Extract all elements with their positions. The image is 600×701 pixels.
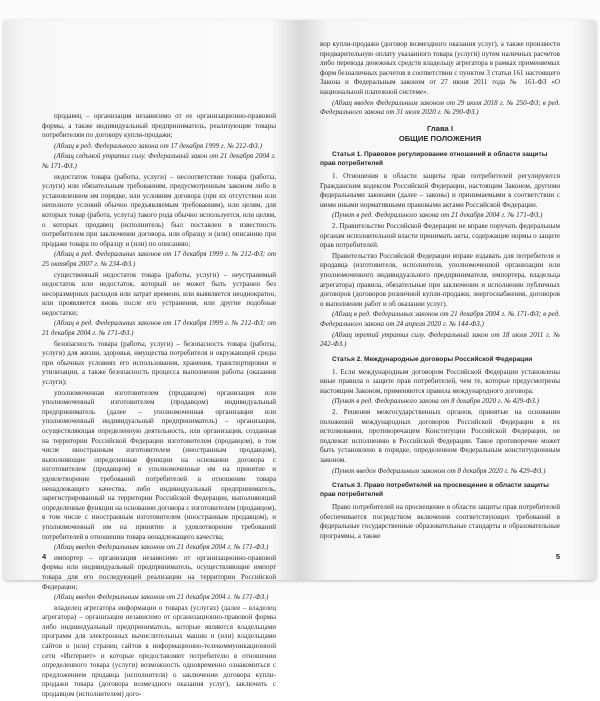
amendment-note: (Абзац в ред. Федеральных законов от 17 декабря 1999 г. № 212-ФЗ; от 21 декабря 2004 г. № 171-ФЗ.) — [42, 319, 276, 338]
paragraph: безопасность товара (работы, услуги) – безопасность товара (работы, услуги) для жизни, здоровья, имущества потребителя и окружающей среды при обычных условиях его использования, хранения, транспортировки и утилизации, а также безопасность процесса выполнения работы (оказания услуги); — [42, 339, 276, 387]
amendment-note: (Пункт введен Федеральным законом от 8 декабря 2020 г. № 429-ФЗ.) — [332, 466, 546, 475]
amendment-note: (Абзац в ред. Федеральных законов от 21 декабря 2004 г. № 171-ФЗ; в ред. Федерального закона от 24 апреля 2020 г. № 144-ФЗ.) — [320, 310, 560, 328]
open-booklet — [4, 20, 596, 699]
paragraph: уполномоченная изготовителем (продавцом) организация или уполномоченный изготовителем (продавцом) индивидуальный предприниматель (далее – уполномоченная организация или уполномоченный индивидуальный предприниматель) – организация, осуществляющая определенную деятельность, или организация, созданная на территории Российской Федерации изготовителем (продавцом), в том числе иностранным изготовителем (иностранным продавцом), выполняющие определенные функции на основании договора с изготовителем (продавцом) и уполномоченные им на принятие и удовлетворение требований потребителей в отношении товара ненадлежащего качества, либо индивидуальный предприниматель, зарегистрированный на территории Российской Федерации, выполняющий определенные функции на основании договора с изготовителем (продавцом), в том числе с иностранным изготовителем (иностранным продавцом), и уполномоченный им на принятие и удовлетворение требований потребителей в отношении товара ненадлежащего качества; — [42, 388, 276, 541]
article-heading: Статья 2. Международные договоры Российской Федерации — [332, 355, 533, 363]
page-number: 5 — [555, 552, 560, 562]
left-page-body — [42, 112, 276, 701]
chapter-title: ОБЩИЕ ПОЛОЖЕНИЯ — [398, 134, 482, 143]
amendment-note: (Абзац в ред. Федеральных законов от 17 декабря 1999 г. № 212-ФЗ; от 25 октября 2007 г. № 234-ФЗ.) — [42, 250, 276, 268]
article-heading: Статья 1. Правовое регулирование отношений в области защиты прав потребителей — [320, 151, 548, 167]
chapter-heading — [320, 124, 560, 144]
paragraph: недостаток товара (работы, услуги) – несоответствие товара (работы, услуги) или обязательным требованиям, предусмотренным законом либо в установленном им порядке, или условиям договора (при их отсутствии или неполноте условий обычно предъявляемым требованиям), или целям, для которых товар (работа, услуга) такого рода обычно используется, или целям, о которых продавец (исполнитель) был поставлен в известность потребителем при заключении договора, или образцу и (или) описанию при продаже товара по образцу и (или) по описанию; — [42, 172, 276, 248]
paragraph: 2. Решения межгосударственных органов, принятые на основании положений международных договоров Российской Федерации в их истолковании, противоречащем Конституции Российской Федерации, не подлежат исполнению в Российской Федерации. Такое противоречие может быть установлено в порядке, определенном Федеральным конституционным законом. — [320, 408, 560, 465]
amendment-note: (Пункт в ред. Федерального закона от 21 декабря 2004 г. № 171-ФЗ.) — [332, 211, 543, 220]
paragraph: 1. Если международным договором Российской Федерации установлены иные правила о защите прав потребителей, чем те, которые предусмотрены настоящим Законом, применяются правила международного договора. — [320, 367, 560, 395]
right-page — [320, 40, 560, 560]
paragraph: Правительство Российской Федерации вправе издавать для потребителя и продавца (изготовителя, исполнителя, уполномоченной организации или уполномоченного индивидуального предпринимателя, импортера, владельца агрегатора) правила, обязательные при заключении и исполнении публичных договоров (договоров розничной купли-продажи, энергоснабжения, договоров о выполнении работ и об оказании услуг). — [320, 251, 560, 308]
paragraph: 2. Правительство Российской Федерации не вправе поручать федеральным органам исполнительной власти принимать акты, содержащие нормы о защите прав потребителей. — [320, 221, 560, 250]
paragraph: импортер – организация независимо от организационно-правовой формы или индивидуальный предприниматель, осуществляющие импорт товара для его последующей реализации на территории Российской Федерации; — [42, 553, 276, 591]
left-page — [42, 40, 276, 699]
amendment-note: (Абзац введен Федеральным законом от 21 декабря 2004 г. № 171-ФЗ.) — [54, 543, 269, 552]
amendment-note: (Абзац введен Федеральным законом от 21 декабря 2004 г. № 171-ФЗ.) — [54, 593, 269, 602]
amendment-note: (Пункт в ред. Федерального закона от 8 декабря 2020 г. № 429-ФЗ.) — [332, 397, 539, 406]
paragraph: владелец агрегатора информации о товарах (услугах) (далее – владелец агрегатора) – организация независимо от организационно-правовой формы либо индивидуальный предприниматель, которые являются владельцами программ для электронных вычислительных машин и (или) владельцами сайтов и (или) страниц сайтов в информационно-телекоммуникационной сети «Интернет» и которые предоставляют потребителю в отношении определенного товара (услуги) возможность одновременно ознакомиться с предложением продавца (исполнителя) о заключении договора купли-продажи товара (договора возмездного оказания услуг), заключить с продавцом (исполнителем) дого- — [42, 603, 276, 699]
chapter-label: Глава I — [427, 124, 453, 133]
amendment-note: (Абзац введен Федеральным законом от 29 июля 2018 г. № 250-ФЗ; в ред. Федерального закона от 31 июля 2020 г. № 290-ФЗ.) — [320, 98, 560, 117]
amendment-note: (Абзац в ред. Федерального закона от 17 декабря 1999 г. № 212-ФЗ.) — [54, 141, 262, 150]
paragraph: Право потребителей на просвещение в области защиты прав потребителей обеспечивается посредством включения соответствующих требований в федеральные государственные образовательные стандарты и образовательные программы, а также — [320, 503, 560, 540]
articles — [320, 150, 560, 542]
paragraph: вор купли-продажи (договор возмездного оказания услуг), а также произвести предварительную оплату указанного товара (услуги) путем наличных расчетов либо перевода денежных средств владельцу агрегатора в рамках применяемых форм безналичных расчетов в соответствии с пунктом 3 статьи 161 настоящего Закона и Федеральным законом от 27 июня 2011 года № 161-ФЗ «О национальной платежной системе». — [320, 40, 560, 96]
paragraph: продавец – организация независимо от ее организационно-правовой формы, а также индивидуальный предприниматель, реализующие товары потребителям по договору купли-продажи; — [42, 112, 276, 140]
paragraph: 1. Отношения в области защиты прав потребителей регулируются Гражданским кодексом Российской Федерации, настоящим Законом, другими федеральными законами (далее – законы) и принимаемыми в соответствии с ними иными нормативными правовыми актами Российской Федерации. — [320, 172, 560, 209]
right-page-body — [320, 118, 560, 543]
amendment-note: (Абзац седьмой утратил силу. Федеральный закон от 21 декабря 2004 г. № 171-ФЗ.) — [42, 152, 276, 170]
article-heading: Статья 3. Право потребителей на просвещение в области защиты прав потребителей — [320, 482, 549, 499]
amendment-note: (Абзац третий утратил силу. Федеральный закон от 18 июля 2011 г. № 242-ФЗ.) — [320, 330, 560, 349]
paragraph: существенный недостаток товара (работы, услуги) – неустранимый недостаток или недостаток, который не может быть устранен без несоразмерных расходов или затрат времени, или выявляется неоднократно, или проявляется вновь после его устранения, или другие подобные недостатки; — [42, 270, 276, 317]
page-number: 4 — [42, 552, 47, 562]
right-page-top — [320, 40, 560, 119]
